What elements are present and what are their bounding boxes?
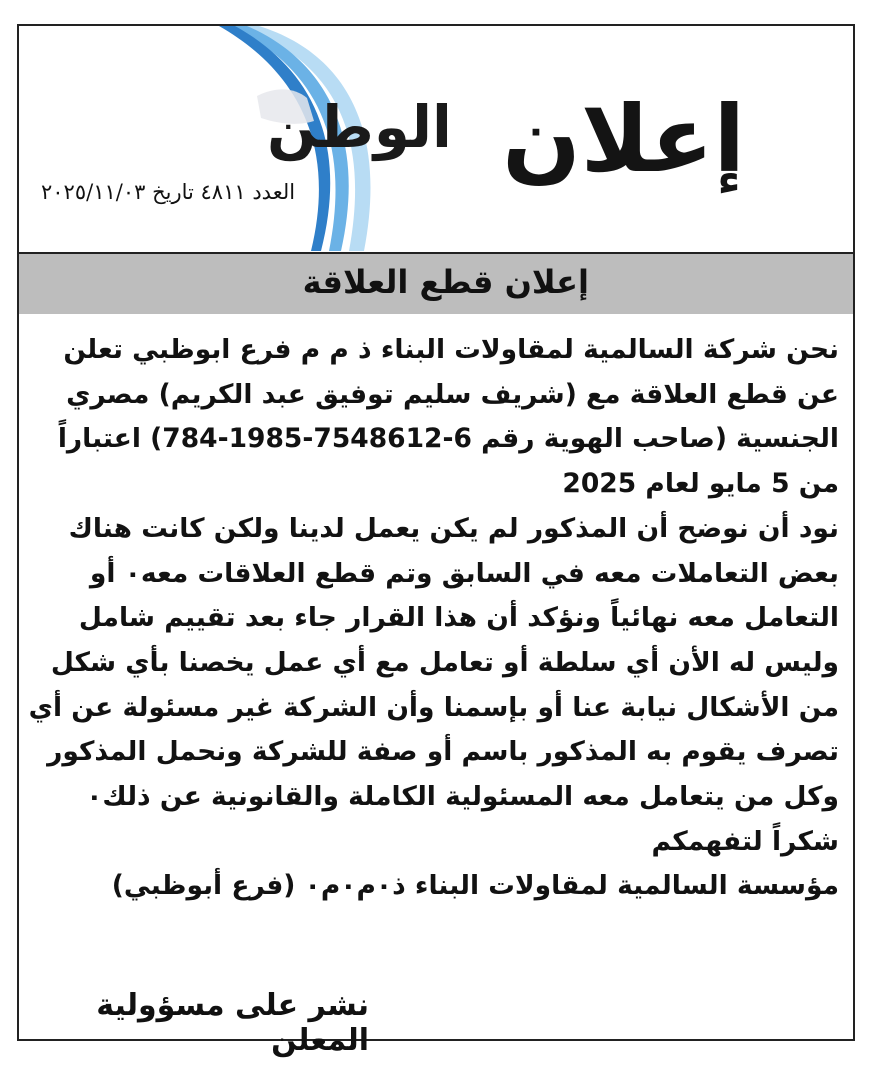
- footer-note: نشر على مسؤولية المعلن: [96, 988, 369, 1058]
- body-line: وكل من يتعامل معه المسئولية الكاملة والقانونية عن ذلك٠: [86, 781, 839, 813]
- logo-wordmark: الوطن: [267, 93, 452, 161]
- body-line: من 5 مايو لعام 2025: [562, 468, 839, 500]
- banner-title: إعلان قطع العلاقة: [302, 263, 589, 301]
- body-line: شكراً لتفهمكم: [651, 825, 839, 857]
- body-line: بعض التعاملات معه في السابق وتم قطع العلاقات معه٠ أو: [89, 557, 839, 589]
- body-line: نحن شركة السالمية لمقاولات البناء ذ م م فرع ابوظبي تعلن: [63, 334, 839, 365]
- issue-number-date: العدد ٤٨١١ تاريخ ٢٠٢٥/١١/٠٣: [41, 180, 296, 204]
- announcement-body: [29, 328, 839, 909]
- body-line: عن قطع العلاقة مع (شريف سليم توفيق عبد الكريم) مصري: [66, 378, 839, 410]
- al-watan-logo: [199, 26, 452, 251]
- announcement-banner: [19, 252, 853, 314]
- page-title: إعلان: [502, 86, 745, 193]
- body-line: من الأشكال نيابة عنا أو بإسمنا وأن الشركة غير مسئولة عن أي: [28, 691, 839, 723]
- body-line: مؤسسة السالمية لمقاولات البناء ذ٠م٠م٠ (فرع أبوظبي): [111, 870, 839, 902]
- body-line: نود أن نوضح أن المذكور لم يكن يعمل لدينا ولكن كانت هناك: [68, 512, 839, 544]
- body-line: التعامل معه نهائياً ونؤكد أن هذا القرار جاء بعد تقييم شامل: [78, 602, 839, 634]
- body-line: الجنسية (صاحب الهوية رقم 6-7548612-1985-784) اعتباراً: [57, 423, 839, 455]
- body-line: تصرف يقوم به المذكور باسم أو صفة للشركة ونحمل المذكور: [47, 736, 839, 768]
- body-line: وليس له الأن أي سلطة أو تعامل مع أي عمل يخصنا بأي شكل: [50, 646, 839, 678]
- announcement-frame: [17, 24, 855, 1058]
- announcement-header: [19, 26, 853, 251]
